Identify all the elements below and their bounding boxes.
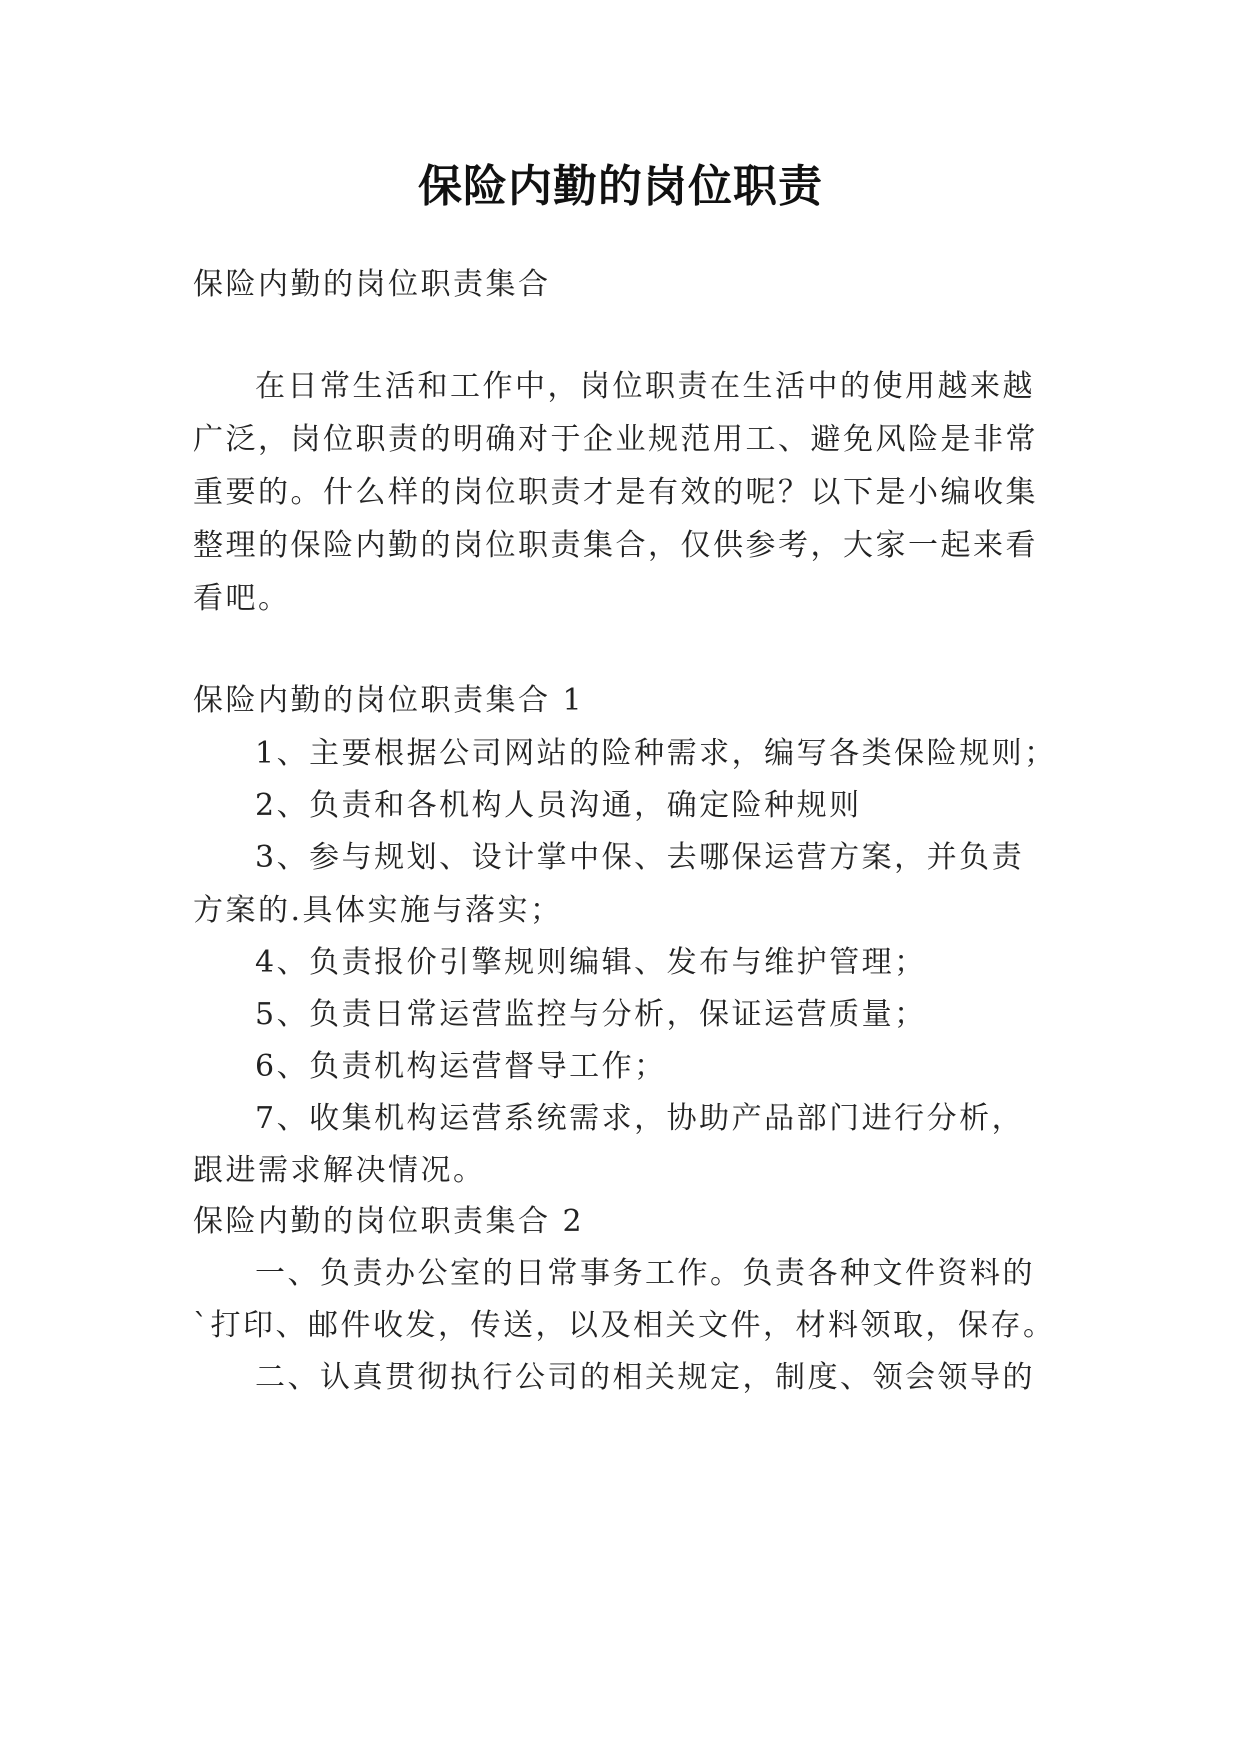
section1-line-2: 2、负责和各机构人员沟通，确定险种规则	[255, 788, 862, 823]
section1-line-8: 7、收集机构运营系统需求，协助产品部门进行分析，	[255, 1101, 1025, 1136]
section1-line-9: 跟进需求解决情况。	[193, 1153, 486, 1188]
intro-line-3: 重要的。什么样的岗位职责才是有效的呢？以下是小编收集	[193, 475, 1038, 510]
intro-line-1: 在日常生活和工作中，岗位职责在生活中的使用越来越	[255, 369, 1035, 404]
document-subtitle: 保险内勤的岗位职责集合	[193, 267, 551, 302]
section1-line-3: 3、参与规划、设计掌中保、去哪保运营方案，并负责	[255, 840, 1025, 875]
document-title: 保险内勤的岗位职责	[418, 161, 823, 212]
section1-line-6: 5、负责日常运营监控与分析，保证运营质量；	[255, 997, 927, 1032]
section2-line-2: `打印、邮件收发，传送，以及相关文件，材料领取，保存。	[193, 1308, 1056, 1343]
section1-line-4: 方案的.具体实施与落实；	[193, 893, 563, 928]
intro-line-4: 整理的保险内勤的岗位职责集合，仅供参考，大家一起来看	[193, 528, 1038, 563]
section2-heading: 保险内勤的岗位职责集合 2	[193, 1204, 585, 1239]
section2-line-3: 二、认真贯彻执行公司的相关规定，制度、领会领导的	[255, 1360, 1035, 1395]
section1-line-7: 6、负责机构运营督导工作；	[255, 1049, 667, 1084]
intro-line-2: 广泛，岗位职责的明确对于企业规范用工、避免风险是非常	[193, 422, 1038, 457]
section1-line-1: 1、主要根据公司网站的险种需求，编写各类保险规则；	[255, 736, 1057, 771]
section1-heading: 保险内勤的岗位职责集合 1	[193, 683, 585, 718]
intro-line-5: 看吧。	[193, 581, 291, 616]
section2-line-1: 一、负责办公室的日常事务工作。负责各种文件资料的	[255, 1256, 1035, 1291]
section1-line-5: 4、负责报价引擎规则编辑、发布与维护管理；	[255, 945, 927, 980]
